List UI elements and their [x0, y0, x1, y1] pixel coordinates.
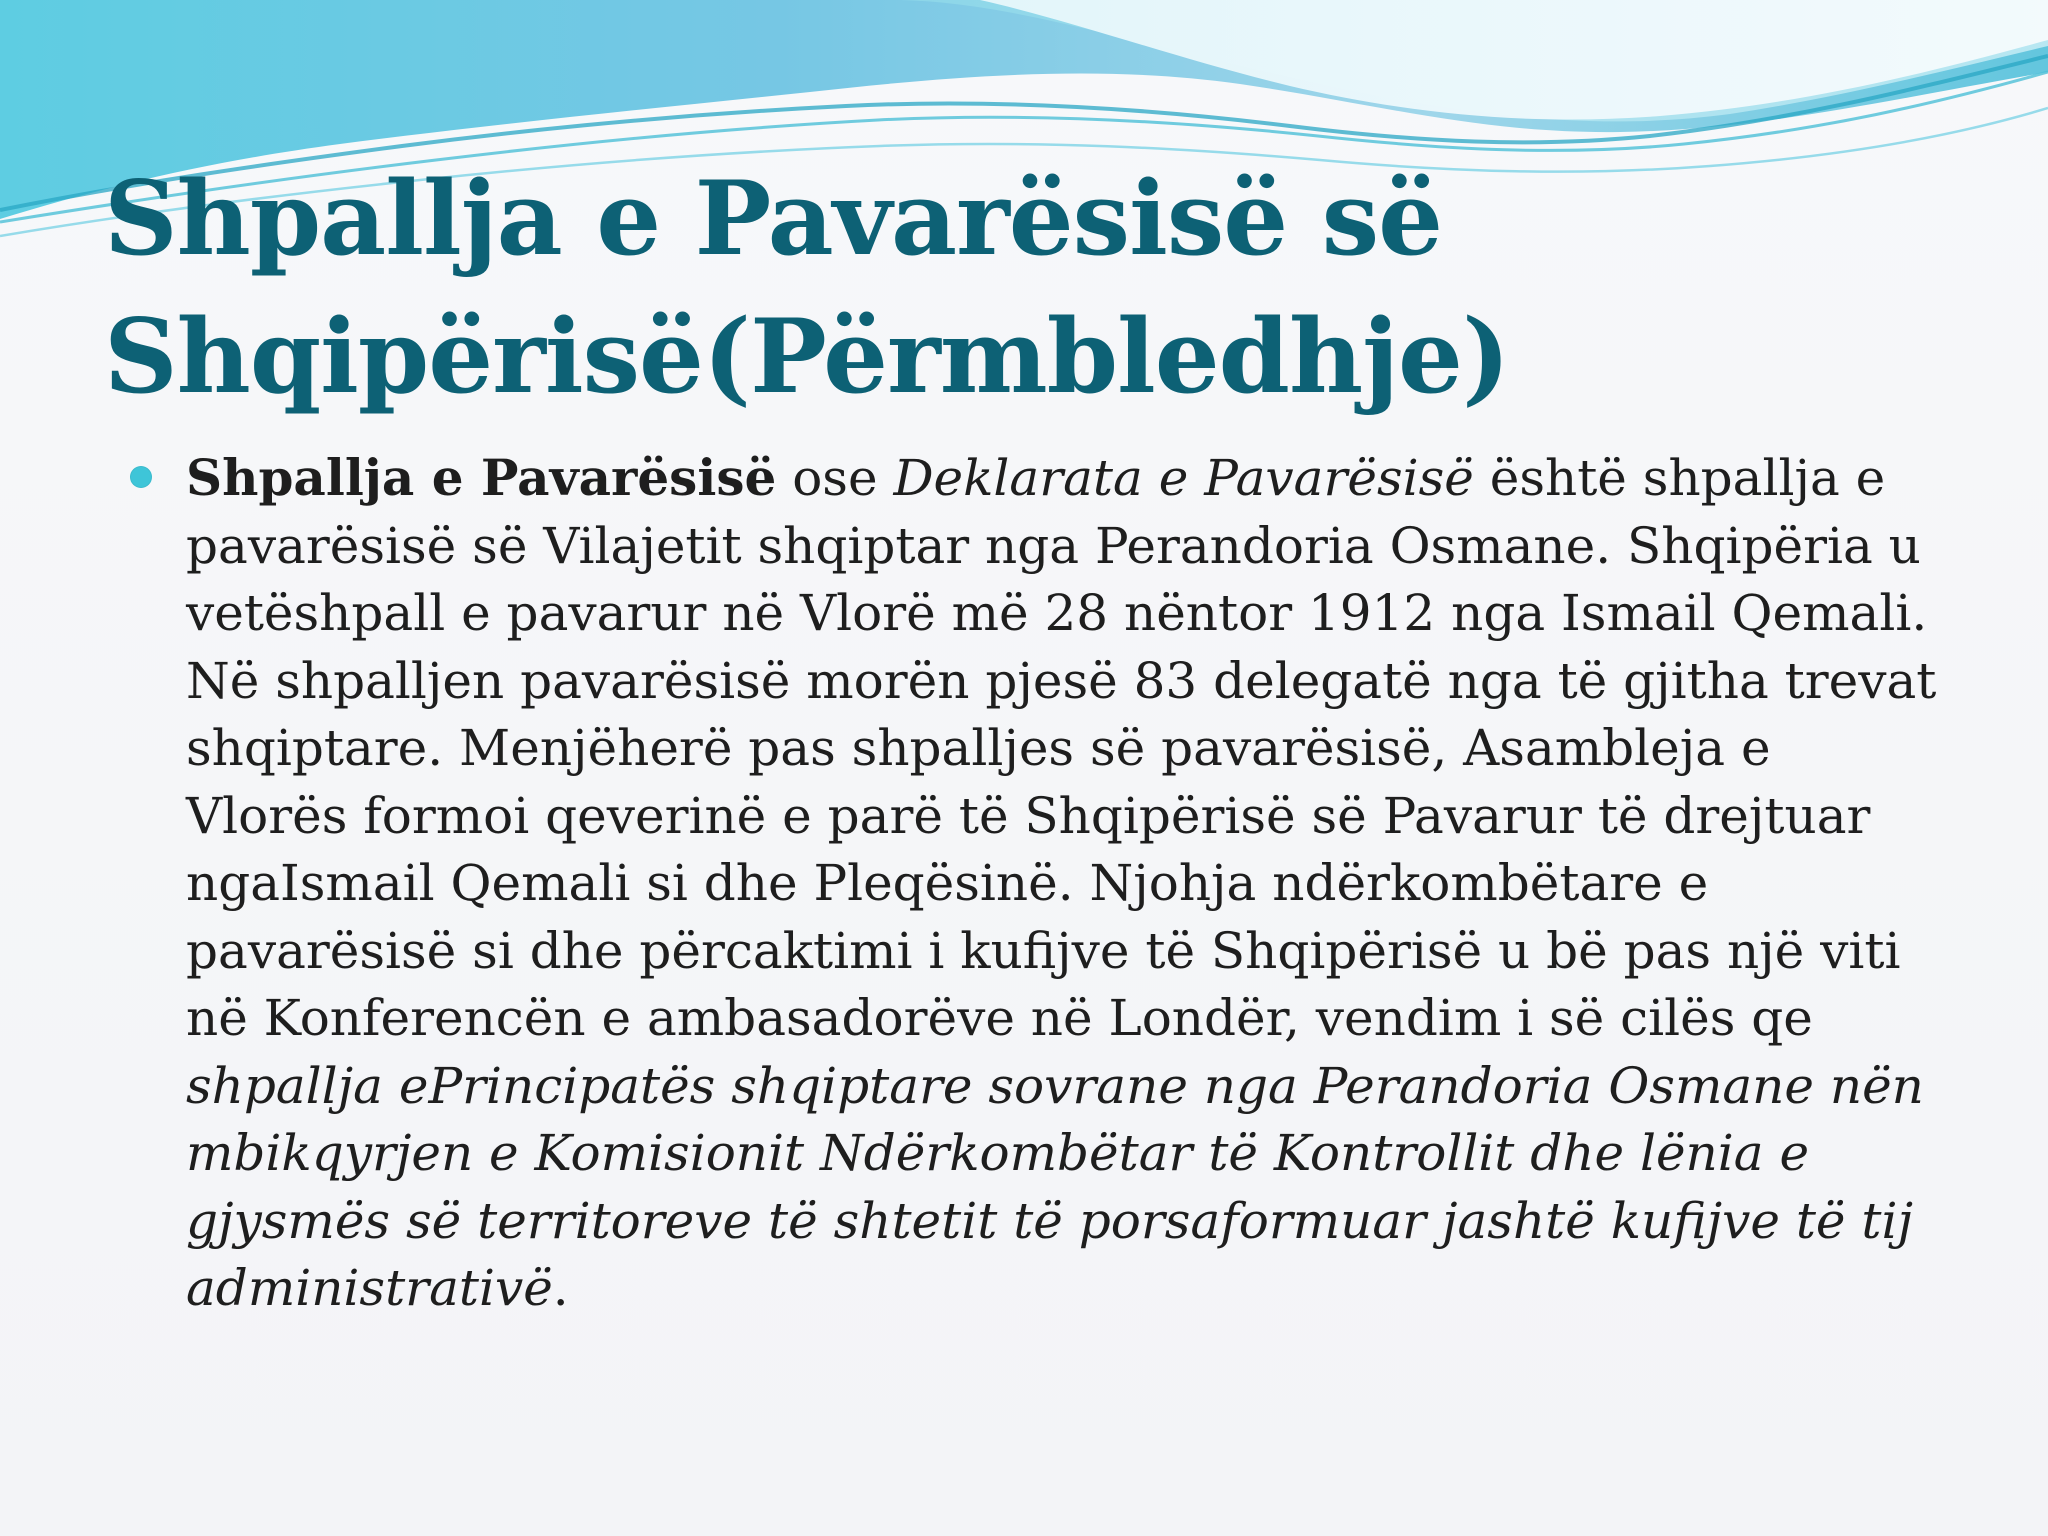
body-text-part-3: . [552, 1259, 569, 1317]
bold-intro-text: Shpallja e Pavarësisë [186, 448, 777, 507]
slide-title-line-1: Shpallja e Pavarësisë së [104, 159, 1443, 279]
italic-text-part-1: Deklarata e Pavarësisë [893, 449, 1474, 507]
body-text-part-1: ose [776, 449, 894, 507]
slide-content [130, 444, 1940, 1323]
bullet-icon [130, 466, 152, 488]
slide-title-line-2: Shqipërisë(Përmbledhje) [104, 297, 1510, 417]
italic-text-part-2: shpallja ePrincipatës shqiptare sovrane nga Perandoria Osmane nën mbikqyrjen e Komisionit Ndërkombëtar të Kontrollit dhe lënia e gjysmës së territoreve të shtetit të porsaformuar jashtë kufijve të tij administrativë [186, 1056, 1924, 1317]
slide-title [104, 150, 1984, 426]
slide-paragraph [186, 444, 1940, 1323]
body-text-part-2: është shpallja e pavarësisë së Vilajetit shqiptar nga Perandoria Osmane. Shqipëria u vetëshpall e pavarur në Vlorë më 28 nëntor 1912 nga Ismail Qemali. Në shpalljen pavarësisë morën pjesë 83 delegatë nga të gjitha trevat shqiptare. Menjëherë pas shpalljes së pavarësisë, Asambleja e Vlorës formoi qeverinë e parë të Shqipërisë së Pavarur të drejtuar ngaIsmail Qemali si dhe Pleqësinë. Njohja ndërkombëtare e pavarësisë si dhe përcaktimi i kufijve të Shqipërisë u bë pas një viti në Konferencën e ambasadorëve në Londër, vendim i së cilës qe [186, 449, 1937, 1047]
